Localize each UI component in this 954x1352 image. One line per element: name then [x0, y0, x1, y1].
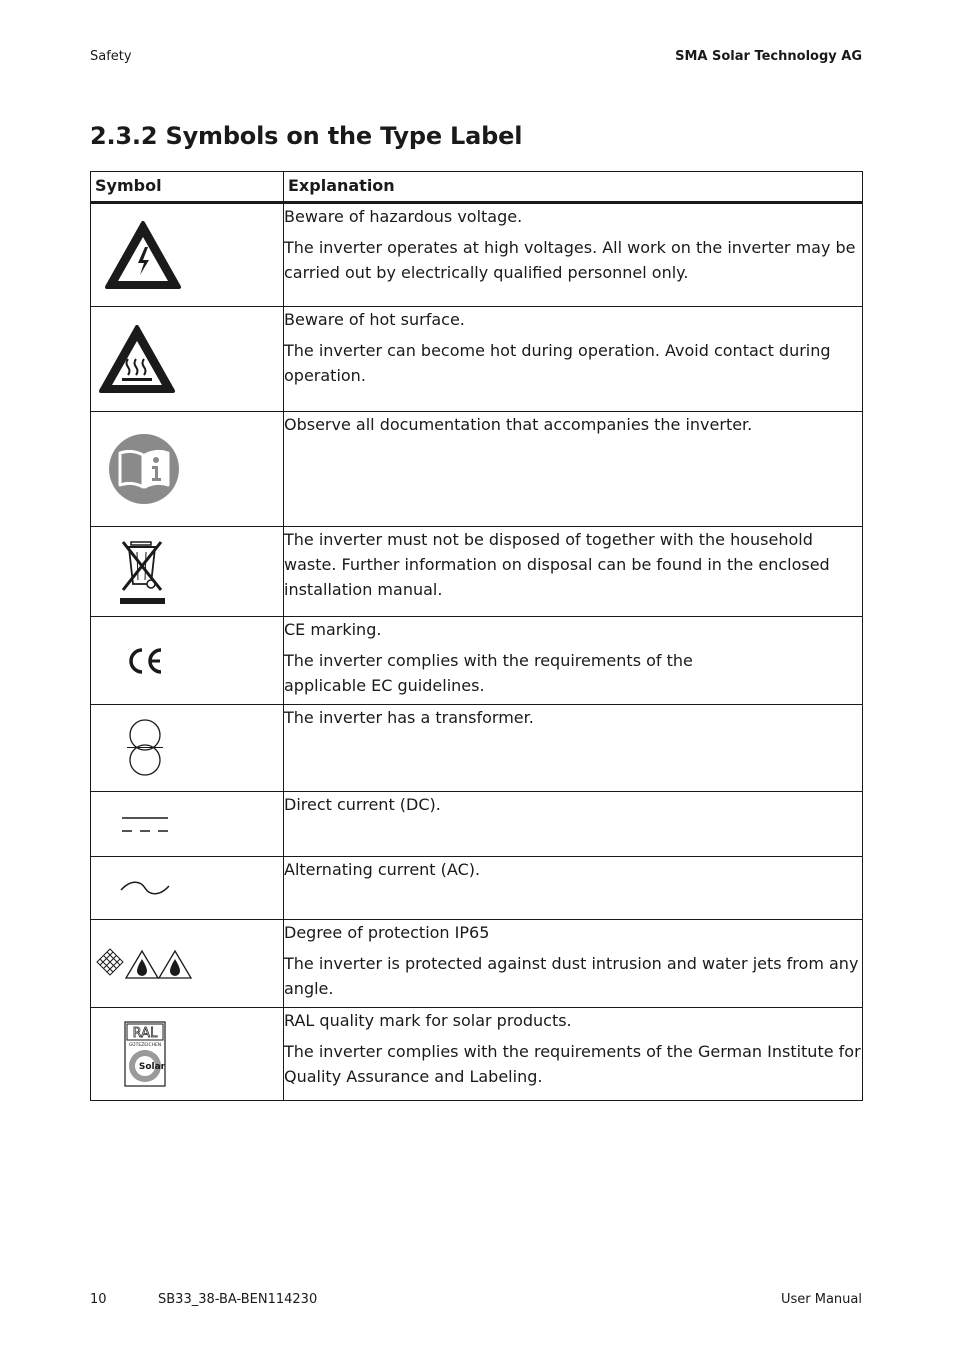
explanation-detail: The inverter complies with the requirements of the German Institute for Quality Assurance and Labeling.: [284, 1042, 861, 1086]
observe-documentation-icon: [108, 433, 180, 505]
explanation-heading: Observe all documentation that accompanies the inverter.: [284, 415, 753, 434]
ip65-protection-icon: [95, 947, 193, 981]
explanation-heading: Alternating current (AC).: [284, 860, 481, 879]
symbol-cell: [91, 203, 284, 307]
explanation-detail: The inverter complies with the requirements of the applicable EC guidelines.: [284, 651, 693, 695]
table-row: [91, 307, 863, 412]
explanation-heading: Degree of protection IP65: [284, 923, 490, 942]
transformer-icon: [125, 718, 165, 778]
explanation-heading: Direct current (DC).: [284, 795, 441, 814]
explanation-cell: [284, 203, 863, 307]
running-header-company: SMA Solar Technology AG: [675, 49, 862, 64]
explanation-detail: The inverter is protected against dust intrusion and water jets from any angle.: [284, 954, 859, 998]
explanation-cell: [284, 857, 863, 920]
section-title: 2.3.2 Symbols on the Type Label: [90, 122, 523, 150]
table-row: [91, 412, 863, 527]
explanation-cell: [284, 412, 863, 527]
symbol-cell: [91, 705, 284, 792]
explanation-detail: The inverter operates at high voltages. All work on the inverter may be carried out by electrically qualified personnel only.: [284, 238, 856, 282]
ce-marking-icon: [125, 646, 165, 676]
symbols-table: [90, 171, 863, 1101]
explanation-cell: [284, 1008, 863, 1101]
running-header-section: Safety: [90, 49, 132, 64]
explanation-heading: The inverter has a transformer.: [284, 708, 534, 727]
explanation-heading: Beware of hazardous voltage.: [284, 207, 523, 226]
explanation-cell: [284, 792, 863, 857]
symbol-cell: [91, 617, 284, 705]
symbol-cell: [91, 920, 284, 1008]
table-row: [91, 792, 863, 857]
symbol-cell: [91, 307, 284, 412]
weee-crossed-bin-icon: [119, 538, 167, 606]
footer-document-type: User Manual: [780, 1292, 862, 1307]
explanation-heading: Beware of hot surface.: [284, 310, 465, 329]
direct-current-icon: [121, 812, 169, 836]
explanation-cell: [284, 307, 863, 412]
hot-surface-warning-icon: [95, 321, 179, 397]
table-row: [91, 705, 863, 792]
ral-mark-middle: GÜTEZEICHEN: [128, 1043, 162, 1048]
ral-solar-quality-mark-icon: [124, 1021, 166, 1087]
explanation-cell: [284, 617, 863, 705]
explanation-cell: [284, 920, 863, 1008]
explanation-heading: RAL quality mark for solar products.: [284, 1011, 572, 1030]
table-row: [91, 1008, 863, 1101]
table-row: [91, 920, 863, 1008]
column-header-explanation: Explanation: [284, 172, 863, 203]
explanation-detail: The inverter can become hot during operation. Avoid contact during operation.: [284, 341, 831, 385]
table-row: [91, 203, 863, 307]
symbol-cell: [91, 527, 284, 617]
symbol-cell: [91, 412, 284, 527]
footer-document-code: SB33_38-BA-BEN114230: [158, 1292, 318, 1307]
symbol-cell: [91, 792, 284, 857]
symbol-cell: [91, 857, 284, 920]
table-header-row: [91, 172, 863, 203]
ral-mark-bottom: Solar: [138, 1062, 166, 1072]
high-voltage-warning-icon: [101, 217, 185, 293]
table-row: [91, 857, 863, 920]
footer-page-number: 10: [90, 1292, 107, 1307]
symbol-cell: [91, 1008, 284, 1101]
table-row: [91, 527, 863, 617]
explanation-cell: [284, 705, 863, 792]
alternating-current-icon: [120, 878, 170, 898]
column-header-symbol: Symbol: [91, 172, 284, 203]
explanation-heading: CE marking.: [284, 620, 382, 639]
explanation-heading: The inverter must not be disposed of together with the household waste. Further information on disposal can be found in the enclosed installation manual.: [284, 530, 830, 599]
table-row: [91, 617, 863, 705]
explanation-cell: [284, 527, 863, 617]
ral-mark-top: RAL: [132, 1026, 158, 1041]
